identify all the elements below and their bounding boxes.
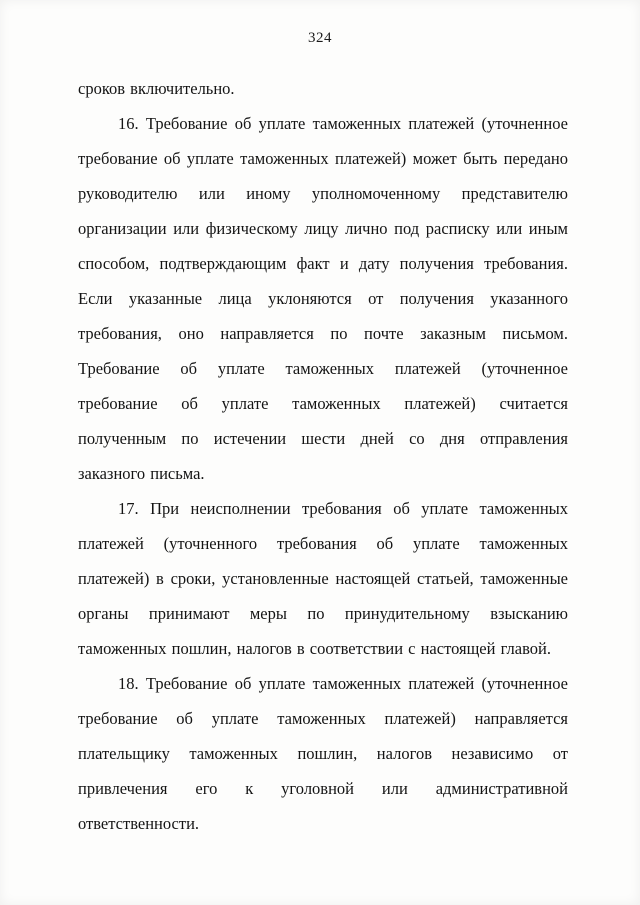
paragraph: 18. Требование об уплате таможенных платежей (уточненное требование об уплате таможенных платежей) направляется плательщику таможенных пошлин, налогов независимо от привлечения его к уголовной или административной ответственности.: [78, 674, 568, 833]
paragraph: 17. При неисполнении требования об уплате таможенных платежей (уточненного требования об уплате таможенных платежей) в сроки, установленные настоящей статьей, таможенные органы принимают меры по принудительному взысканию таможенных пошлин, налогов в соответствии с настоящей главой.: [78, 499, 568, 658]
paragraph: сроков включительно.: [78, 79, 235, 98]
page-number: 324: [308, 30, 332, 46]
page-content: [78, 71, 568, 841]
paragraph: 16. Требование об уплате таможенных платежей (уточненное требование об уплате таможенных платежей) может быть передано руководителю или иному уполномоченному представителю организации или физическому лицу лично под расписку или иным способом, подтверждающим факт и дату получения требования. Если указанные лица уклоняются от получения указанного требования, оно направляется по почте заказным письмом. Требование об уплате таможенных платежей (уточненное требование об уплате таможенных платежей) считается полученным по истечении шести дней со дня отправления заказного письма.: [78, 114, 568, 483]
